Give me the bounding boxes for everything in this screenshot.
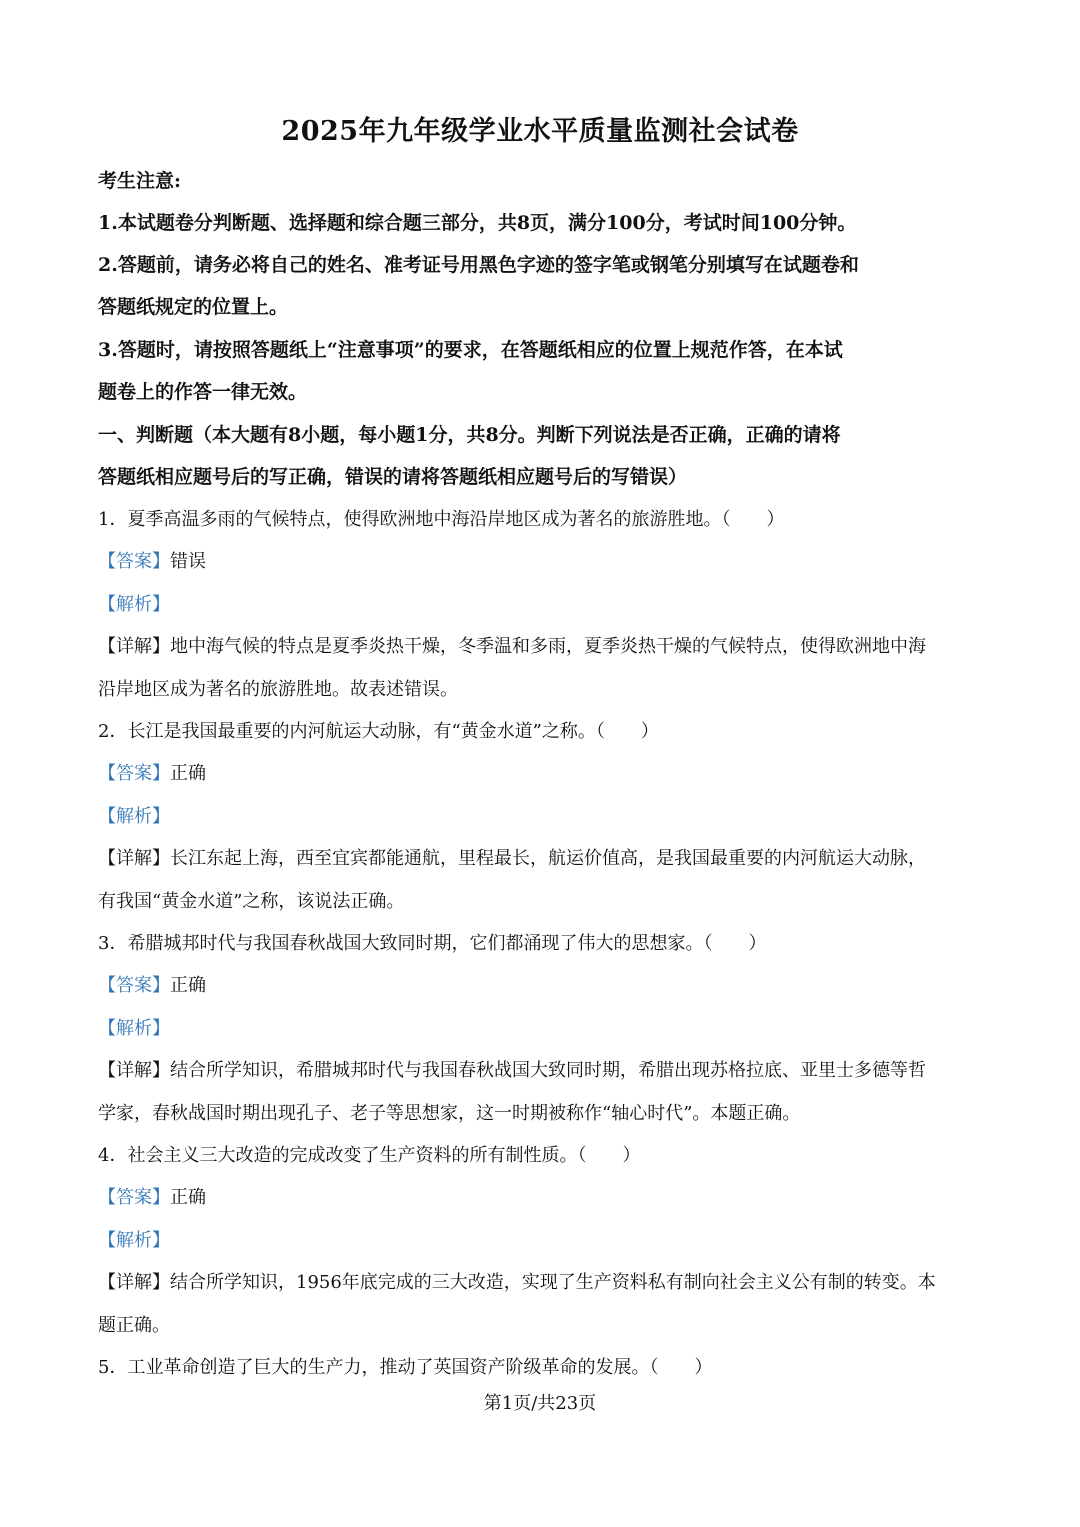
notice-item-3: 3.答题时，请按照答题纸上“注意事项”的要求，在答题纸相应的位置上规范作答，在本试 (98, 339, 843, 361)
answer-label: 【答案】 (98, 551, 170, 572)
answer-label: 【答案】 (98, 975, 170, 996)
question-5-stem: 5．工业革命创造了巨大的生产力，推动了英国资产阶级革命的发展。（ ） (98, 1357, 713, 1378)
question-3-answer (98, 971, 988, 1001)
section-heading-cont: 答题纸相应题号后的写正确，错误的请将答题纸相应题号后的写错误） (98, 466, 688, 488)
question-2-answer (98, 759, 988, 789)
section-heading: 一、判断题（本大题有8小题，每小题1分，共8分。判断下列说法是否正确，正确的请将 (98, 424, 841, 446)
detail-text: 地中海气候的特点是夏季炎热干燥，冬季温和多雨，夏季炎热干燥的气候特点，使得欧洲地中海 (170, 636, 926, 657)
answer-value: 正确 (170, 763, 206, 784)
detail-text: 结合所学知识，希腊城邦时代与我国春秋战国大致同时期，希腊出现苏格拉底、亚里士多德等哲 (170, 1060, 926, 1081)
analysis-label: 【解析】 (98, 594, 170, 615)
notice-heading: 考生注意: (98, 170, 182, 192)
detail-text: 长江东起上海，西至宜宾都能通航，里程最长，航运价值高，是我国最重要的内河航运大动脉， (170, 848, 926, 869)
question-4-detail-cont: 题正确。 (98, 1315, 170, 1336)
analysis-label: 【解析】 (98, 1230, 170, 1251)
notice-item-1: 1.本试题卷分判断题、选择题和综合题三部分，共8页，满分100分，考试时间100分钟。 (98, 212, 857, 234)
question-1-detail (98, 632, 988, 662)
question-2-stem: 2．长江是我国最重要的内河航运大动脉，有“黄金水道”之称。（ ） (98, 721, 659, 742)
detail-label: 【详解】 (98, 1060, 170, 1081)
question-1-stem: 1．夏季高温多雨的气候特点，使得欧洲地中海沿岸地区成为著名的旅游胜地。（ ） (98, 509, 785, 530)
answer-value: 错误 (170, 551, 206, 572)
analysis-label: 【解析】 (98, 806, 170, 827)
detail-label: 【详解】 (98, 636, 170, 657)
page-footer: 第1页/共23页 (483, 1393, 597, 1414)
question-2-detail-cont: 有我国“黄金水道”之称，该说法正确。 (98, 891, 405, 912)
question-1-analysis (98, 590, 988, 620)
question-3-detail-cont: 学家，春秋战国时期出现孔子、老子等思想家，这一时期被称作“轴心时代”。本题正确。 (98, 1103, 801, 1124)
answer-label: 【答案】 (98, 763, 170, 784)
question-4-answer (98, 1183, 988, 1213)
analysis-label: 【解析】 (98, 1018, 170, 1039)
page-title: 2025年九年级学业水平质量监测社会试卷 (281, 116, 799, 147)
detail-text: 结合所学知识，1956年底完成的三大改造，实现了生产资料私有制向社会主义公有制的转变。本 (170, 1272, 936, 1293)
question-4-stem: 4．社会主义三大改造的完成改变了生产资料的所有制性质。（ ） (98, 1145, 641, 1166)
detail-label: 【详解】 (98, 1272, 170, 1293)
question-2-analysis (98, 802, 988, 832)
answer-value: 正确 (170, 975, 206, 996)
question-3-detail (98, 1056, 988, 1086)
question-1-detail-cont: 沿岸地区成为著名的旅游胜地。故表述错误。 (98, 679, 458, 700)
notice-item-2: 2.答题前，请务必将自己的姓名、准考证号用黑色字迹的签字笔或钢笔分别填写在试题卷和 (98, 254, 859, 276)
question-4-analysis (98, 1226, 988, 1256)
answer-label: 【答案】 (98, 1187, 170, 1208)
question-3-analysis (98, 1014, 988, 1044)
notice-item-2-cont: 答题纸规定的位置上。 (98, 296, 289, 318)
notice-item-3-cont: 题卷上的作答一律无效。 (98, 381, 308, 403)
question-1-answer (98, 547, 988, 577)
answer-value: 正确 (170, 1187, 206, 1208)
question-4-detail (98, 1268, 988, 1298)
detail-label: 【详解】 (98, 848, 170, 869)
question-2-detail (98, 844, 988, 874)
question-3-stem: 3．希腊城邦时代与我国春秋战国大致同时期，它们都涌现了伟大的思想家。（ ） (98, 933, 767, 954)
